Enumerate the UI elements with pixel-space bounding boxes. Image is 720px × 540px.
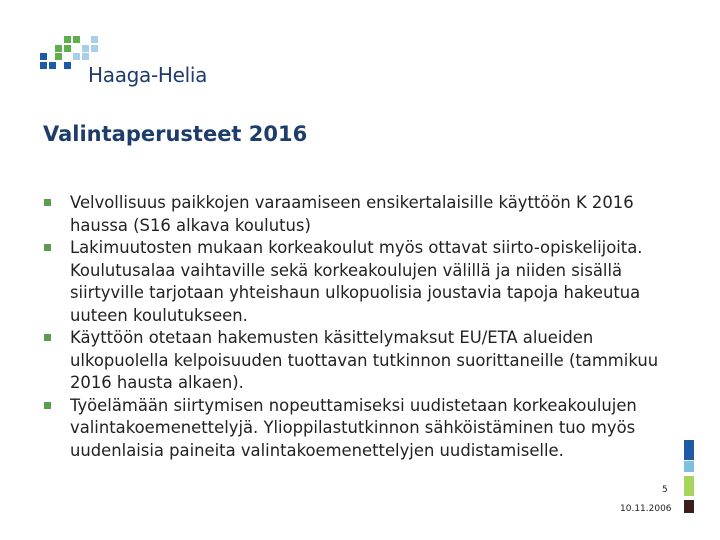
color-bar-blue [684,440,694,460]
logo-wordmark: Haaga-Helia [88,63,208,87]
color-bar-dark [684,500,694,513]
slide-title: Valintaperusteet 2016 [43,122,308,146]
color-bar-light-blue [684,461,694,472]
bullet-list [43,192,663,462]
page-number: 5 [662,485,668,495]
bullet-marker-icon [44,199,51,206]
bullet-text: Työelämään siirtymisen nopeuttamiseksi uudistetaan korkeakoulujen valintakoemenettelyjä. Ylioppilastutkinnon sähköistäminen tuo myös uudenlaisia paineita valintakoemenettelyjen uudistamiselle. [70,395,637,460]
bullet-item [43,192,663,237]
bullet-marker-icon [44,334,51,341]
bullet-text: Lakimuutosten mukaan korkeakoulut myös ottavat siirto-opiskelijoita. Koulutusalaa vaihtaville sekä korkeakoulujen välillä ja niiden sisällä siirtyville tarjotaan yhteishaun ulkopuolisia joustavia tapoja hakeutua uuteen koulutukseen. [70,238,643,325]
color-bar-green [684,476,694,496]
bullet-marker-icon [44,244,51,251]
footer-date: 10.11.2006 [620,504,672,514]
bullet-item [43,327,663,395]
bullet-item [43,237,663,327]
bullet-text: Käyttöön otetaan hakemusten käsittelymaksut EU/ETA alueiden ulkopuolella kelpoisuuden tuottavan tutkinnon suorittaneille (tammikuu 2016 hausta alkaen). [70,328,659,392]
bullet-marker-icon [44,402,51,409]
haaga-helia-logo [40,36,210,88]
bullet-text: Velvollisuus paikkojen varaamiseen ensikertalaisille käyttöön K 2016 haussa (S16 alkava koulutus) [70,193,634,235]
bullet-item [43,395,663,463]
